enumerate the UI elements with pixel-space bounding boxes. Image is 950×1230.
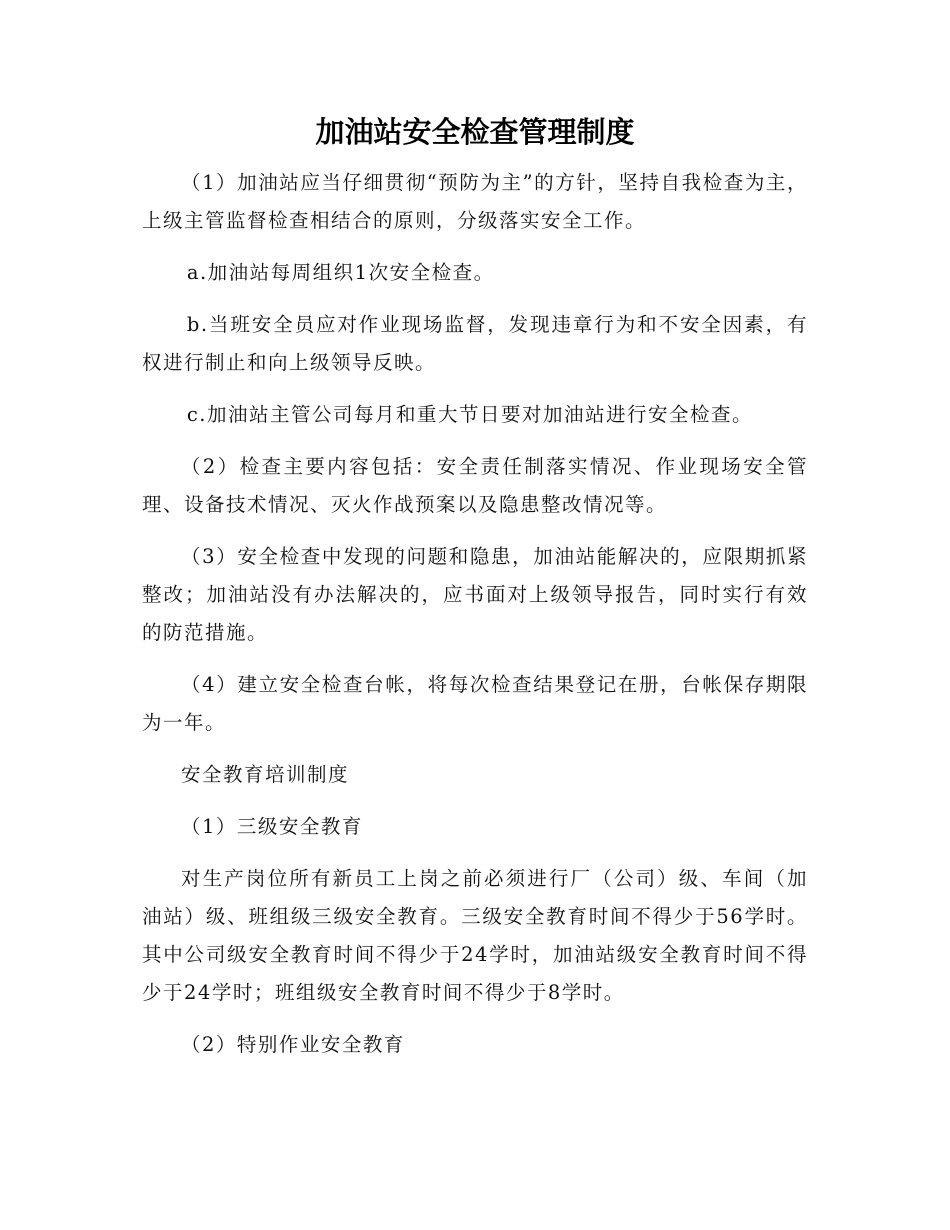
document-body (142, 164, 808, 1078)
section-heading-training: 安全教育培训制度 (181, 763, 350, 786)
paragraph-principle: （1）加油站应当仔细贯彻“预防为主”的方针，坚持自我检查为主，上级主管监督检查相结合的原则，分级落实安全工作。 (142, 171, 808, 232)
paragraph-item-c: c.加油站主管公司每月和重大节日要对加油站进行安全检查。 (186, 403, 753, 426)
paragraph-three-level-education: 对生产岗位所有新员工上岗之前必须进行厂（公司）级、车间（加油站）级、班组级三级安全教育。三级安全教育时间不得少于56学时。其中公司级安全教育时间不得少于24学时，加油站级安全教育时间不得少于24学时；班组级安全教育时间不得少于8学时。 (142, 867, 808, 1004)
subheading-special-operation-education: （2）特别作业安全教育 (181, 1033, 405, 1056)
subheading-three-level-education: （1）三级安全教育 (181, 815, 363, 838)
document-title: 加油站安全检查管理制度 (315, 115, 635, 149)
paragraph-inspection-content: （2）检查主要内容包括：安全责任制落实情况、作业现场安全管理、设备技术情况、灭火作战预案以及隐患整改情况等。 (142, 455, 808, 516)
paragraph-item-a: a.加油站每周组织1次安全检查。 (186, 261, 495, 284)
paragraph-inspection-ledger: （4）建立安全检查台帐，将每次检查结果登记在册，台帐保存期限为一年。 (142, 673, 808, 734)
paragraph-hazard-rectification: （3）安全检查中发现的问题和隐患，加油站能解决的，应限期抓紧整改；加油站没有办法解决的，应书面对上级领导报告，同时实行有效的防范措施。 (142, 545, 808, 644)
paragraph-item-b: b.当班安全员应对作业现场监督，发现违章行为和不安全因素，有权进行制止和向上级领导反映。 (142, 313, 808, 374)
